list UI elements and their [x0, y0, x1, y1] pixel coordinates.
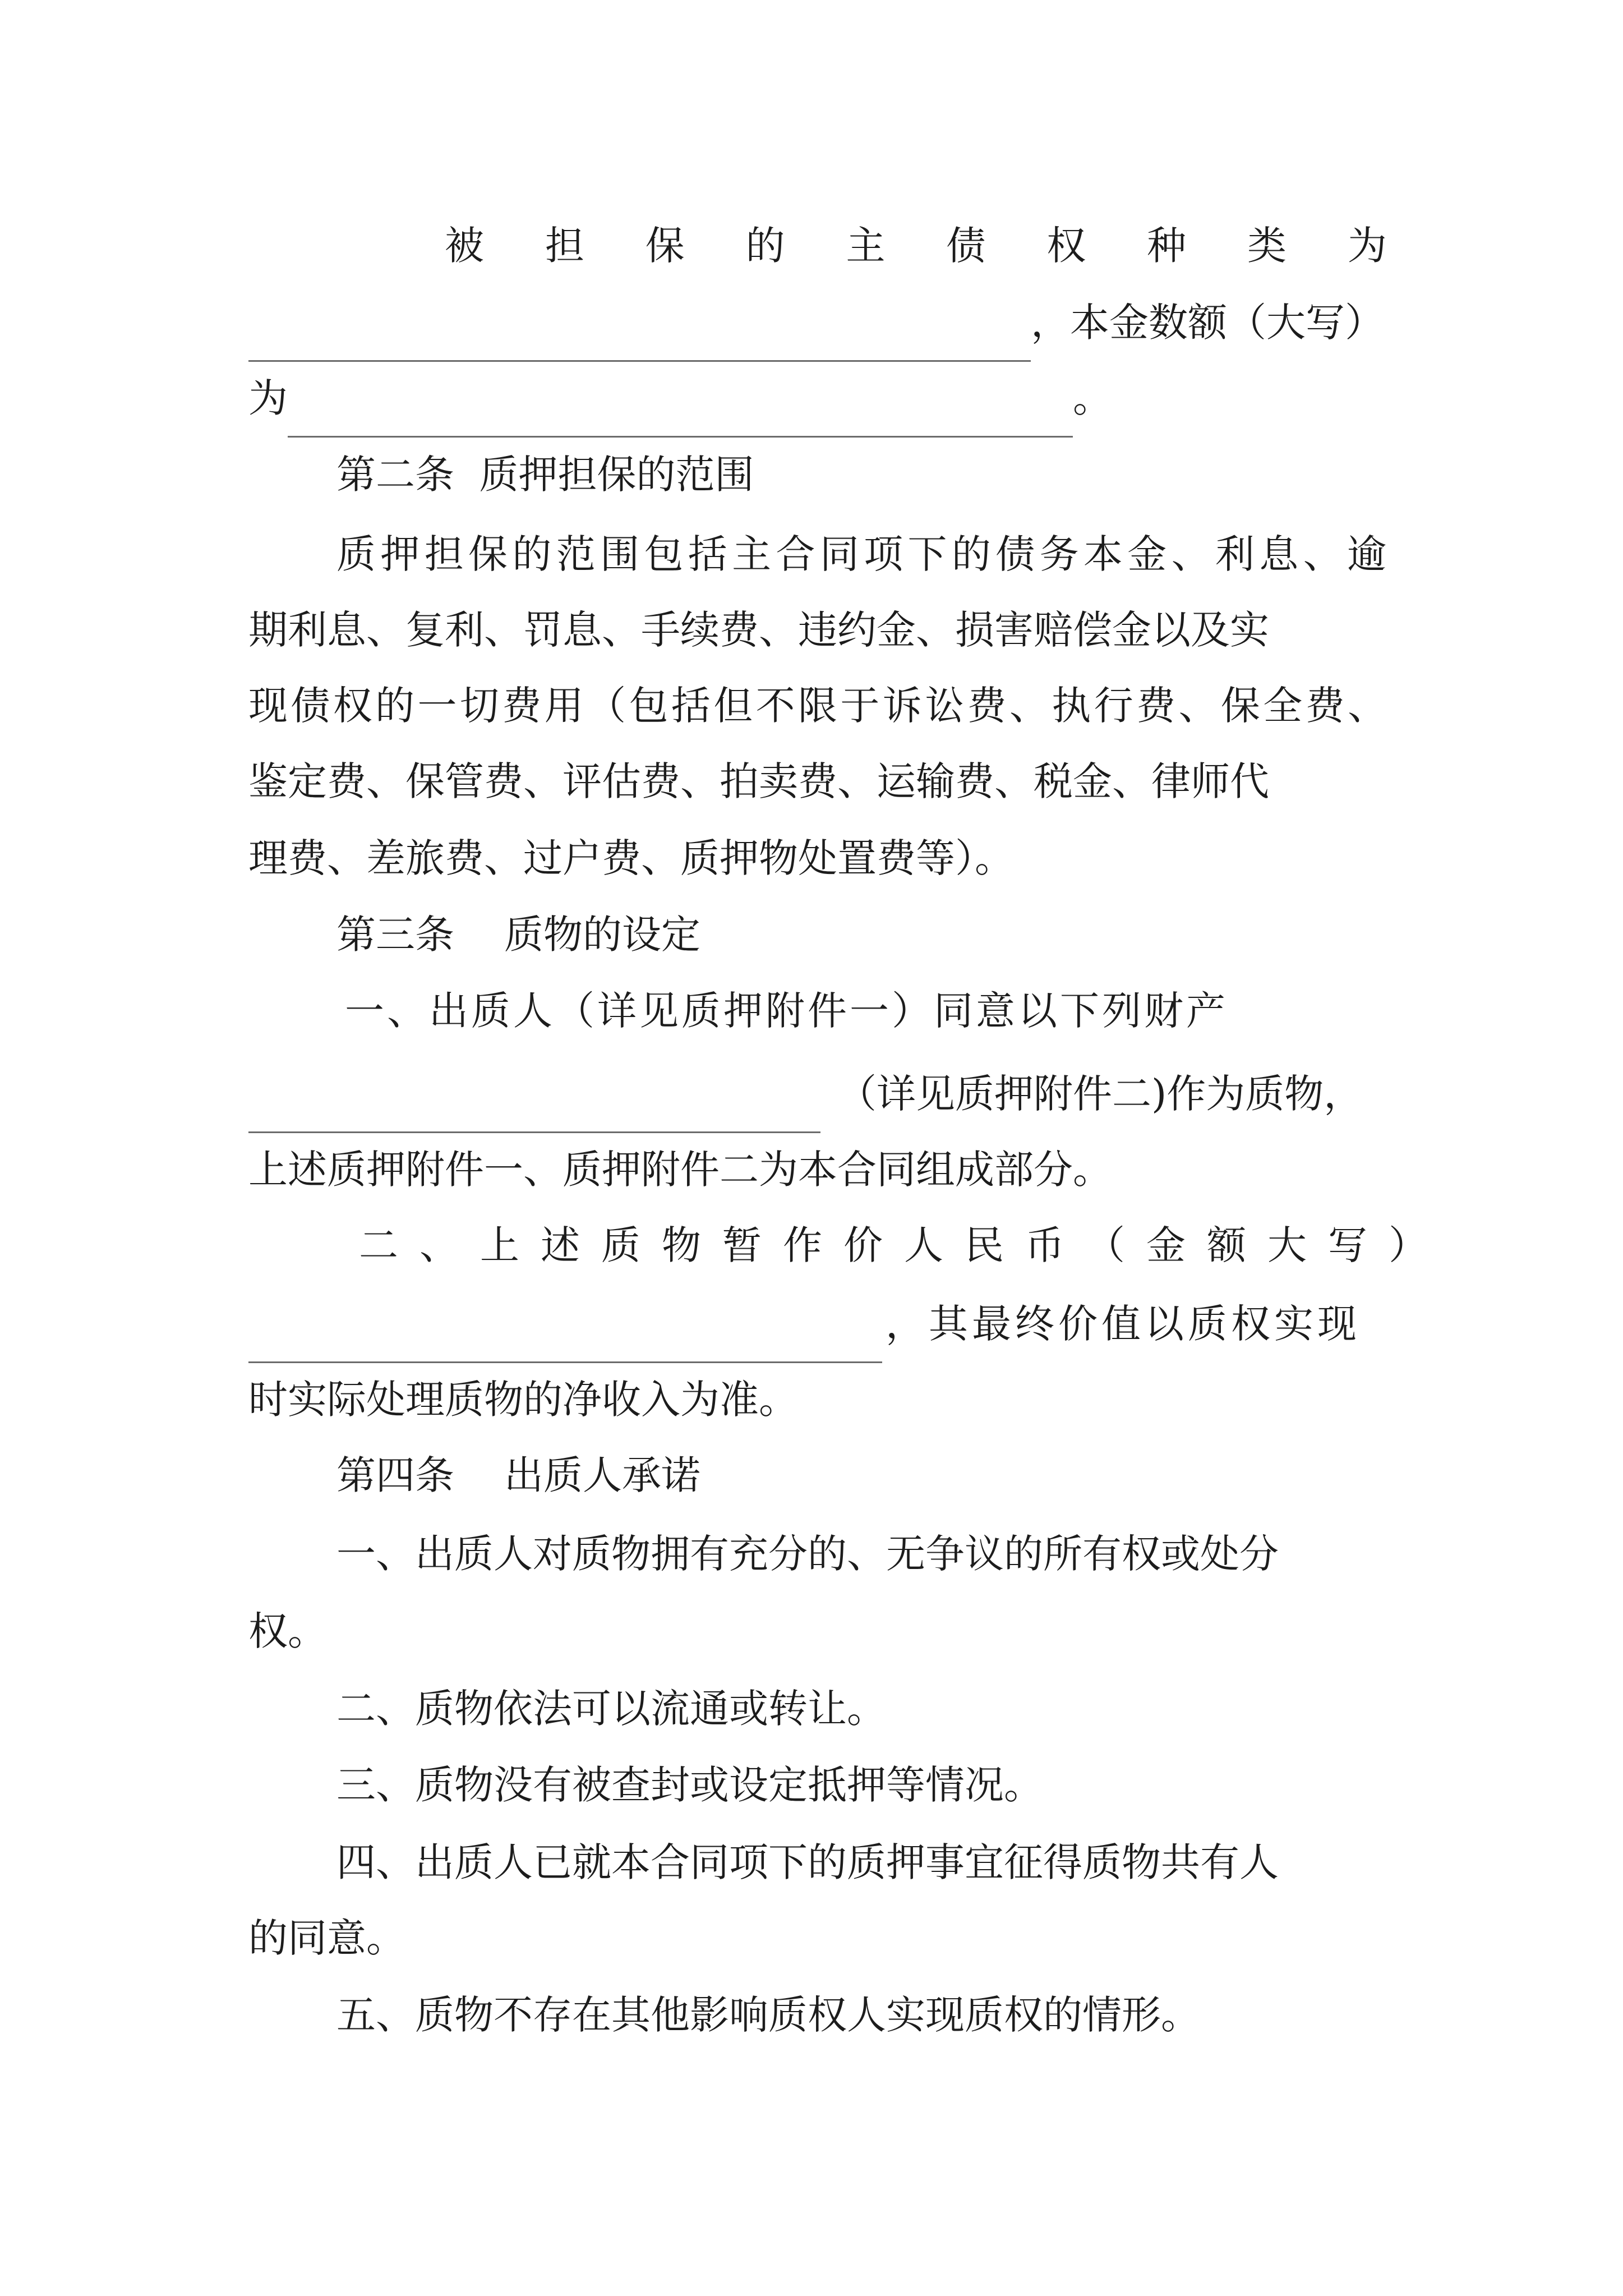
- text-char: 债: [946, 223, 986, 269]
- article2-line: 期利息、复利、罚息、手续费、违约金、损害赔偿金以及实: [248, 607, 1269, 653]
- article2-line: 现债权的一切费用（包括但不限于诉讼费、执行费、保全费、: [248, 683, 1390, 729]
- article4-item: 四、出质人已就本合同项下的质押事宜征得质物共有人: [336, 1839, 1279, 1885]
- article3-title: 第三条 质物的设定: [336, 912, 701, 958]
- text-char: 担: [545, 223, 584, 269]
- article4-title: 第四条 出质人承诺: [336, 1452, 701, 1498]
- principal-amount-line: [248, 283, 1387, 362]
- article3-item1-line: 一、出质人（详见质押附件一）同意以下列财产: [345, 988, 1228, 1034]
- article3-item2-fill-line: [248, 1285, 1387, 1363]
- principal-amount-fill-line: [248, 359, 1387, 438]
- line-suffix: 。: [1073, 375, 1112, 421]
- claim-type-blank[interactable]: [248, 302, 1031, 362]
- valuation-text: ，其最终价值以质权实现: [886, 1301, 1361, 1347]
- text-char: 主: [846, 223, 886, 269]
- line-prefix: 为: [248, 375, 288, 421]
- text-char: 种: [1147, 223, 1187, 269]
- principal-amount-blank[interactable]: [288, 378, 1073, 438]
- article3-item2-line: 时实际处理质物的净收入为准。: [248, 1377, 798, 1423]
- article2-line: 理费、差旅费、过户费、质押物处置费等）。: [248, 835, 1014, 881]
- text-char: 被: [445, 223, 484, 269]
- article3-item1-fill-line: [248, 1055, 1387, 1133]
- article2-line: 质押担保的范围包括主合同项下的债务本金、利息、逾: [336, 531, 1391, 577]
- article4-item: 一、出质人对质物拥有充分的、无争议的所有权或处分: [336, 1531, 1279, 1577]
- principal-claim-type-line: [445, 206, 1387, 285]
- principal-amount-label: ，本金数额（大写）: [1031, 300, 1384, 346]
- article4-item: 二、质物依法可以流通或转让。: [336, 1686, 886, 1732]
- article4-item: 五、质物不存在其他影响质权人实现质权的情形。: [336, 1992, 1200, 2038]
- article4-item: 的同意。: [248, 1915, 405, 1961]
- text-char: 的: [745, 223, 785, 269]
- text-char: 类: [1247, 223, 1287, 269]
- pledge-annex2-text: （详见质押附件二)作为质物，: [837, 1071, 1363, 1117]
- article2-title: 第二条 质押担保的范围: [336, 452, 754, 498]
- article3-item1-line: 上述质押附件一、质押附件二为本合同组成部分。: [248, 1147, 1112, 1193]
- article3-item2-line: 二、上述质物暂作价人民币（金额大写）: [359, 1222, 1449, 1268]
- text-char: 权: [1046, 223, 1086, 269]
- text-char: 为: [1347, 223, 1387, 269]
- article2-line: 鉴定费、保管费、评估费、拍卖费、运输费、税金、律师代: [248, 758, 1269, 804]
- text-char: 保: [645, 223, 685, 269]
- article4-item: 三、质物没有被查封或设定抵押等情况。: [336, 1762, 1043, 1808]
- article4-item: 权。: [248, 1608, 327, 1654]
- pledged-property-blank[interactable]: [248, 1073, 820, 1133]
- valuation-amount-blank[interactable]: [248, 1303, 882, 1363]
